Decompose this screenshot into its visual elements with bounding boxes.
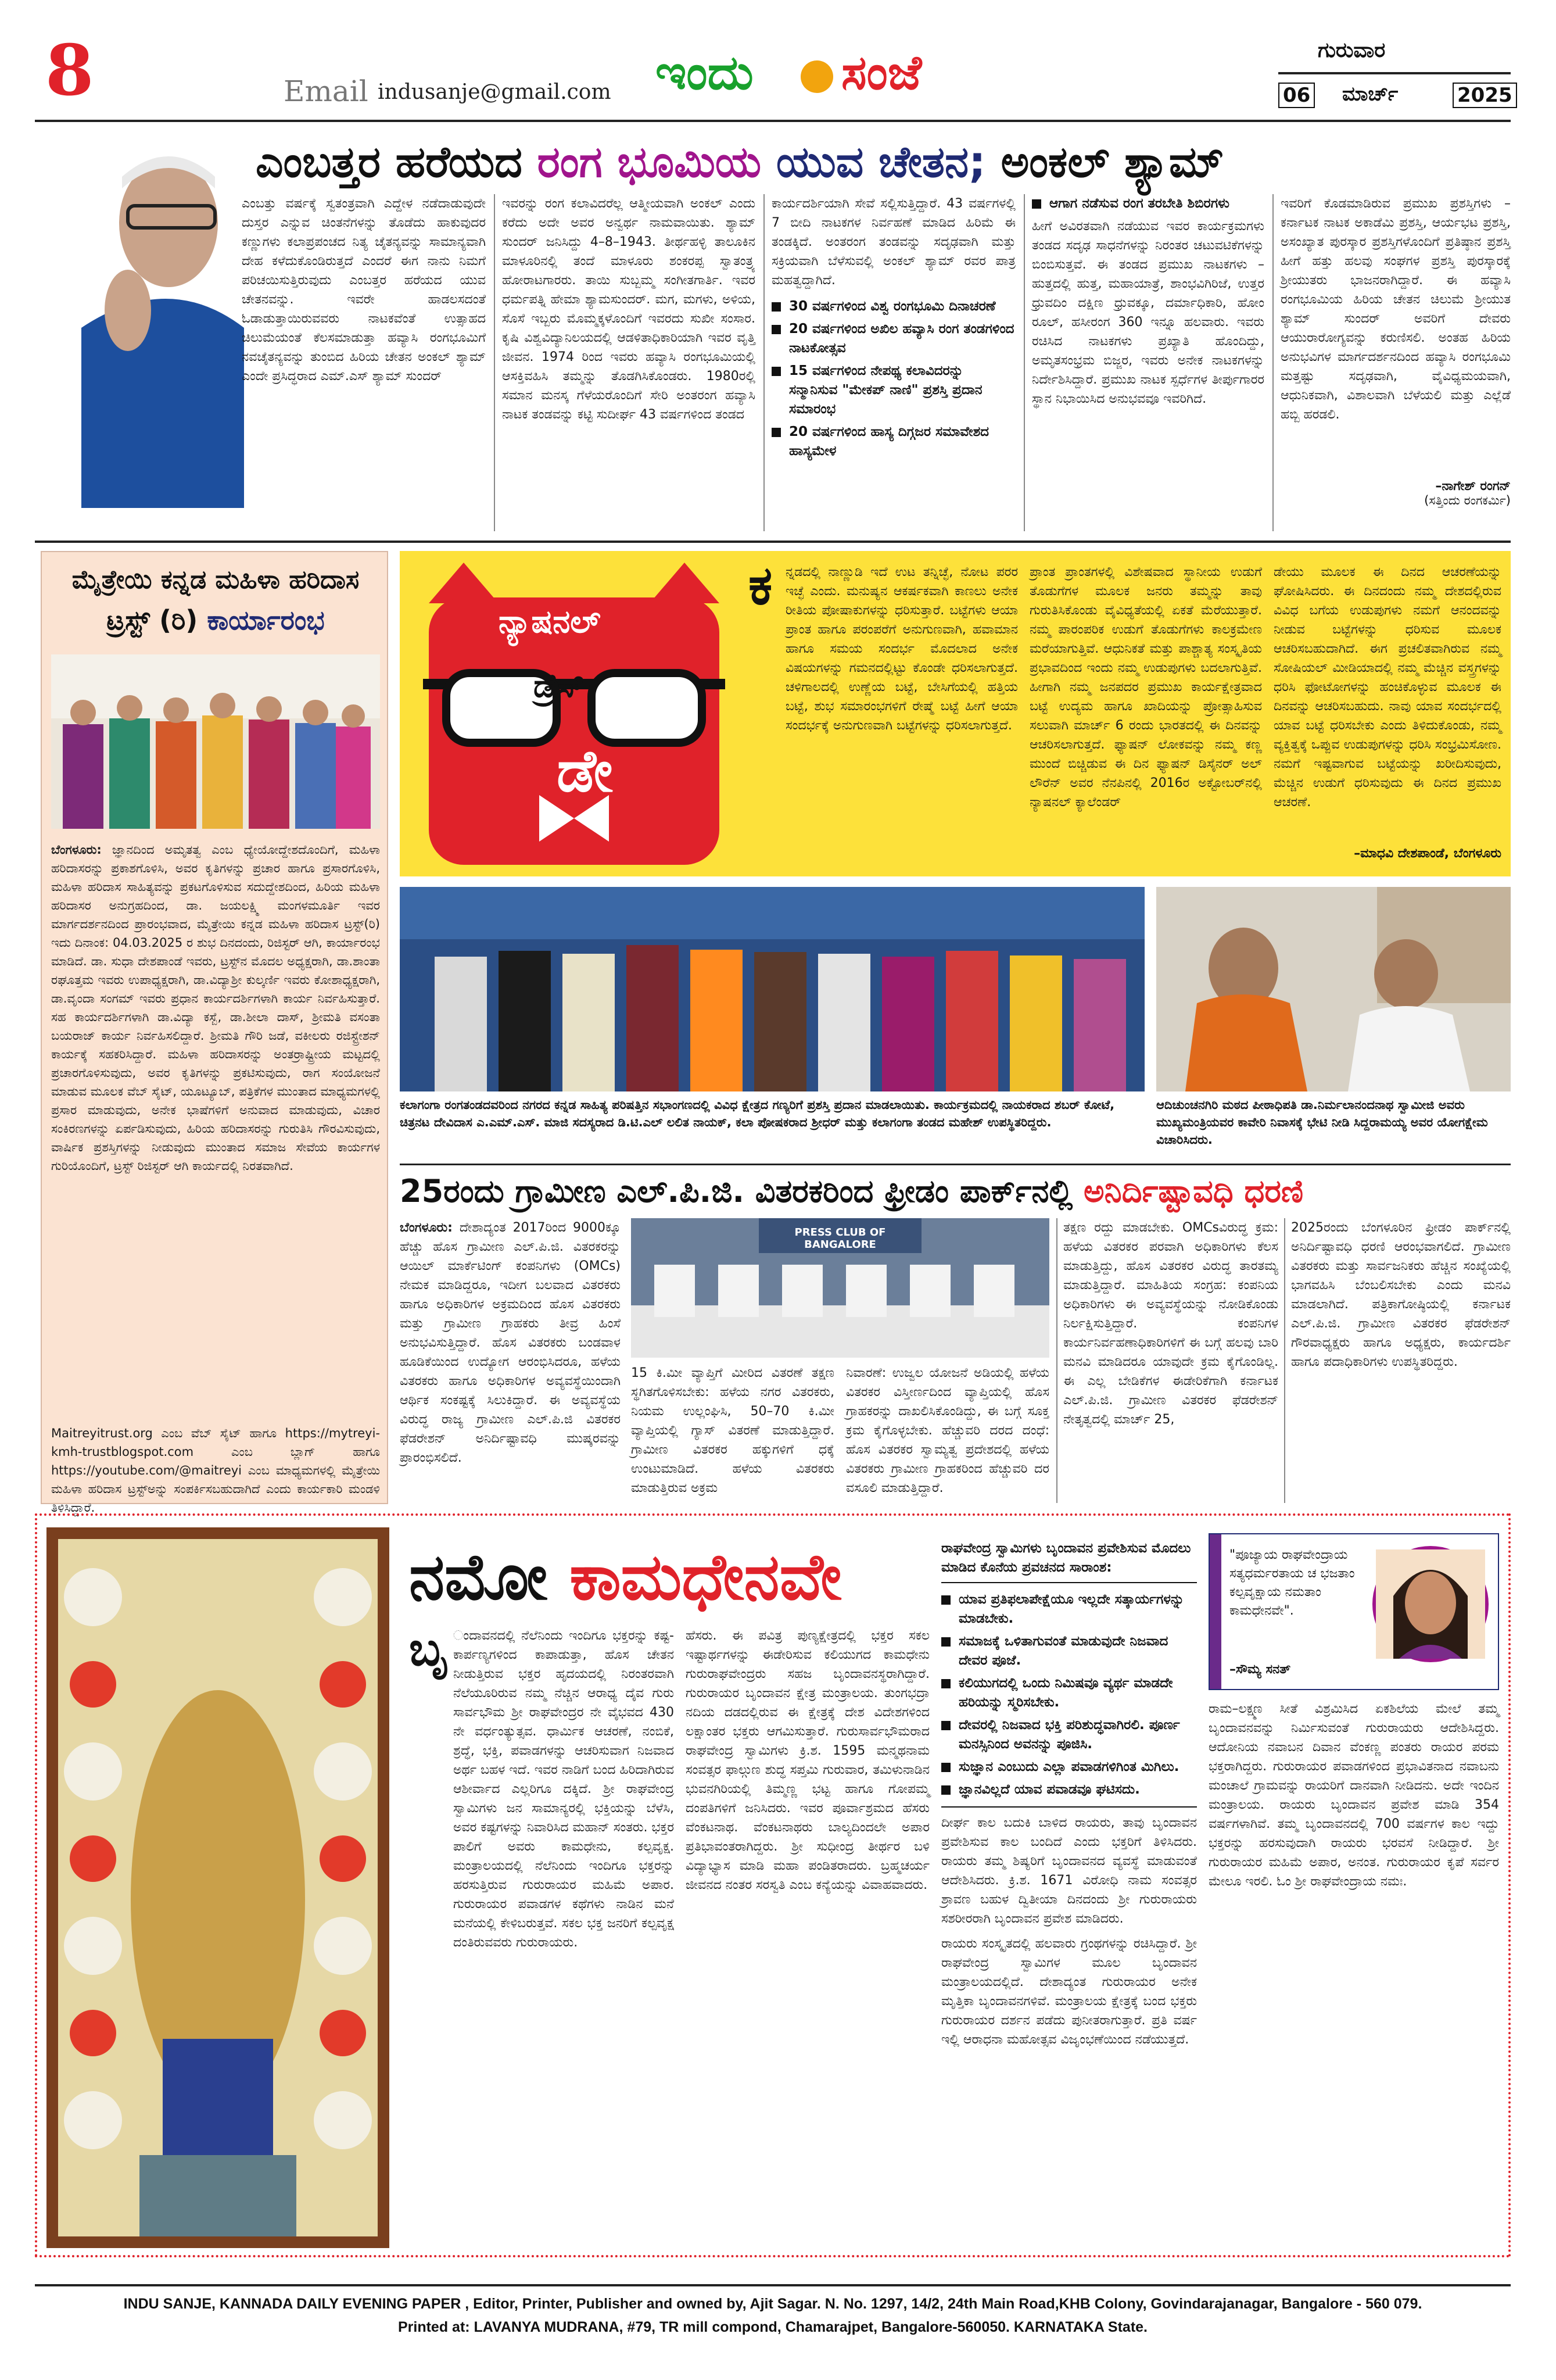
protest-dateline: ಬೆಂಗಳೂರು: [400,1221,453,1235]
namo-col-5: ರಾಮ–ಲಕ್ಷ್ಮಣ ಸೀತೆ ವಿಶ್ರಮಿಸಿದ ಏಕಶಿಲೆಯ ಮೇಲೆ ತಮ್ಮ ಬೃಂದಾವನವನ್ನು ನಿರ್ಮಿಸುವಂತೆ ಗುರುರಾಯರು ಆದೇಶಿಸಿದ್ದರು. ಆದೋನಿಯ ನವಾಬನ ದಿವಾನ ವೆಂಕಣ್ಣ ಪಂತರು ರಾಯರ ಪರಮ ಭಕ್ತರಾಗಿದ್ದರು. ಗುರುರಾಯರ ಪವಾಡಗಳಿಂದ ಪ್ರಭಾವಿತನಾದ ನವಾಬನು ಮಂಚಾಲೆ ಗ್ರಾಮವನ್ನು ರಾಯರಿಗೆ ದಾನವಾಗಿ ನೀಡಿದನು. ಅದೇ ಇಂದಿನ ಮಂತ್ರಾಲಯ. ರಾಯರು ಬೃಂದಾವನ ಪ್ರವೇಶ ಮಾಡಿ 354 ವರ್ಷಗಳಾಗಿವೆ. ತಮ್ಮ ಬೃಂದಾವನದಲ್ಲಿ 700 ವರ್ಷಗಳ ಕಾಲ ಇದ್ದು ಭಕ್ತರನ್ನು ಹರಸುವುದಾಗಿ ರಾಯರು ಭರವಸೆ ನೀಡಿದ್ದಾರೆ. ಶ್ರೀ ಗುರುರಾಯರ ಮಹಿಮೆ ಅಪಾರ, ಅನಂತ. ಗುರುರಾಯರ ಕೃಪೆ ಸರ್ವರ ಮೇಲೂ ಇರಲಿ. ಓಂ ಶ್ರೀ ರಾಘವೇಂದ್ರಾಯ ನಮಃ. [1209,1702,1499,1889]
maitreyi-photo [51,654,380,829]
lead-bullet-1: 30 ವರ್ಷಗಳಿಂದ ವಿಶ್ವ ರಂಗಭೂಮಿ ದಿನಾಚರಣೆ [772,297,1016,316]
award-photo-caption: ಕಲಾಗಂಗಾ ರಂಗತಂಡದವರಿಂದ ನಗರದ ಕನ್ನಡ ಸಾಹಿತ್ಯ ಪರಿಷತ್ತಿನ ಸಭಾಂಗಣದಲ್ಲಿ ವಿವಿಧ ಕ್ಷೇತ್ರದ ಗಣ್ಯರಿಗೆ ಪ್ರಶಸ್ತಿ ಪ್ರದಾನ ಮಾಡಲಾಯಿತು. ಕಾರ್ಯಕ್ರಮದಲ್ಲಿ ನಾಯಕರಾದ ಶಬರ್ ಕೋಟೆ, ಚಿತ್ರನಟ ದೇವಿದಾಸ ಎ.ಎಮ್.ಎಸ್. ಮಾಜಿ ಸದಸ್ಯರಾದ ಡಿ.ಟಿ.ಎಲ್ ಲಲಿತ ನಾಯಕ್, ಕಲಾ ಪೋಷಕರಾದ ಶ್ರೀಧರ್ ಮತ್ತು ಕಲಾಗಂಗಾ ತಂಡದ ಮಹೇಶ್ ಉಪಸ್ಥಿತರಿದ್ದರು. [400,1098,1115,1129]
section-rule-1 [35,541,1511,543]
protest-headline-2: ಅನಿರ್ದಿಷ್ಟಾವಧಿ ಧರಣಿ [1084,1173,1304,1209]
date-divider [1278,72,1511,74]
maitreyi-dateline: ಬೆಂಗಳೂರು: [51,843,102,857]
logo-left: ಇಂದು [655,45,754,101]
section-rule-2 [400,1164,1511,1165]
dress-day-title-2: ಡ್ರೆಸ್ [533,667,585,705]
protest-col-1 [400,1218,621,1503]
lead-col-5-text: ಇವರಿಗೆ ಕೊಡಮಾಡಿರುವ ಪ್ರಮುಖ ಪ್ರಶಸ್ತಿಗಳು – ಕರ್ನಾಟಕ ನಾಟಕ ಅಕಾಡೆಮಿ ಪ್ರಶಸ್ತಿ, ಆರ್ಯಭಟ ಪ್ರಶಸ್ತಿ, ಅಸಂಖ್ಯಾತ ಪುರಸ್ಕಾರ ಪ್ರಶಸ್ತಿಗಳೊಂದಿಗೆ ಪ್ರತಿಷ್ಠಾನ ಪ್ರಶಸ್ತಿ ಹೀಗೆ ಹತ್ತು ಹಲವು ಸಂಘಗಳ ಪ್ರಶಸ್ತಿ ಪುರಸ್ಕಾರಕ್ಕೆ ಶ್ರೀಯುತರು ಭಾಜನರಾಗಿದ್ದಾರೆ. ಈ ಹವ್ಯಾಸಿ ರಂಗಭೂಮಿಯ ಹಿರಿಯ ಚೇತನ ಚಿಲುಮೆ ಶ್ರೀಯುತ ಶ್ಯಾಮ್ ಸುಂದರ್ ಅವರಿಗೆ ದೇವರು ಆಯುರಾರೋಗ್ಯವನ್ನು ಕರುಣಿಸಲಿ. ಅಂತಹ ಹಿರಿಯ ಅನುಭವಿಗಳ ಮಾರ್ಗದರ್ಶನದಿಂದ ಹವ್ಯಾಸಿ ರಂಗಭೂಮಿ ಮತ್ತಷ್ಟು ಸದೃಢವಾಗಿ, ವೈವಿಧ್ಯಮಯವಾಗಿ, ಆಧುನಿಕವಾಗಿ, ವಿಶಾಲವಾಗಿ ಬೆಳೆಯಲಿ ಮತ್ತು ಎಲ್ಲೆಡೆ ಹಬ್ಬಿ ಹರಡಲಿ. [1281,196,1511,422]
sun-icon [801,60,833,93]
rayaru-brindavana-image [46,1527,389,2248]
dress-day-graphic [411,563,737,865]
lead-col-1: ಎಂಬತ್ತು ವರ್ಷಕ್ಕೆ ಸ್ವತಂತ್ರವಾಗಿ ಎದ್ದೇಳ ನಡೆದಾಡುವುದೇ ದುಸ್ತರ ಎನ್ನುವ ಚಿಂತನೆಗಳನ್ನು ತೊಡೆದು ಹಾಕುವುದರ ಕಣ್ಣುಗಳು ಕಲಾಪ್ರಪಂಚದ ನಿತ್ಯ ಚೈತನ್ಯವನ್ನು ಸಾಮಾನ್ಯವಾಗಿ ದೇಹ ಕಳೆದುಕೊಂಡಿರುತ್ತದೆ ಎಂದರೆ ಈಗ ನಾನು ನಿಮಗೆ ಪರಿಚಯಿಸುತ್ತಿರುವುದು ಎಂಬತ್ತರ ಹರೆಯದ ಯುವ ಚೇತನವನ್ನು. ಇವರೇ ಹಾಡಲಸದಂತೆ ಓಡಾಡುತ್ತಾಯಿರುವವರು ನಾಟಕವೆಂತೆ ಉತ್ಸಾಹದ ಚಿಲುಮೆಯಂತೆ ಕೆಲಸಮಾಡುತ್ತಾ ಹವ್ಯಾಸಿ ರಂಗಭೂಮಿಗೆ ನವಚೈತನ್ಯವನ್ನು ತುಂಬಿದ ಹಿರಿಯ ಚೇತನ ಅಂಕಲ್ ಶ್ಯಾಮ್ ಎಂದೇ ಪ್ರಸಿದ್ಧರಾದ ಎಮ್.ಎಸ್ ಶ್ಯಾಮ್ ಸುಂದರ್ [242,196,486,384]
swamiji-photo-caption: ಆದಿಚುಂಚನಗಿರಿ ಮಠದ ಪೀಠಾಧಿಪತಿ ಡಾ.ನಿರ್ಮಲಾನಂದನಾಥ ಸ್ವಾಮೀಜಿ ಅವರು ಮುಖ್ಯಮಂತ್ರಿಯವರ ಕಾವೇರಿ ನಿವಾಸಕ್ಕೆ ಭೇಟಿ ನೀಡಿ ಸಿದ್ದರಾಮಯ್ಯ ಅವರ ಯೋಗಕ್ಷೇಮ ವಿಚಾರಿಸಿದರು. [1156,1098,1488,1147]
headline-part-2: ರಂಗ ಭೂಮಿಯ [537,137,776,187]
namo-col-1: ಂದಾವನದಲ್ಲಿ ನೆಲೆನಿಂದು ಇಂದಿಗೂ ಭಕ್ತರನ್ನು ಕಷ್ಟ-ಕಾರ್ಪಣ್ಯಗಳಿಂದ ಕಾಪಾಡುತ್ತಾ, ಹೊಸ ಚೇತನ ನೀಡುತ್ತಿರುವ ಭಕ್ತರ ಹೃದಯದಲ್ಲಿ ನಿರಂತರವಾಗಿ ನೆಲೆಯೂರಿರುವ ನಮ್ಮ ನೆಚ್ಚಿನ ಆರಾಧ್ಯ ದೈವ ಗುರು ಸಾರ್ವಭೌಮ ಶ್ರೀ ರಾಘವೇಂದ್ರರ ನೇ ವೈಭವದ 430 ನೇ ವರ್ಧಂತ್ಯುತ್ಸವ. ಧಾರ್ಮಿಕ ಆಚರಣೆ, ನಂಬಿಕೆ, ಶ್ರದ್ಧೆ, ಭಕ್ತಿ, ಪವಾಡಗಳನ್ನು ಆಚರಿಸುವಾಗ ನಿಜವಾದ ಅರ್ಥ ಬಹಳ ಇದೆ. ಇವರ ನಾಡಿಗೆ ಬಂದ ಹಿರಿದಾಗಿರುವ ಆಶೀರ್ವಾದ ಎಲ್ಲರಿಗೂ ದಕ್ಕಿದೆ. ಶ್ರೀ ರಾಘವೇಂದ್ರ ಸ್ವಾಮಿಗಳು ಜನ ಸಾಮಾನ್ಯರಲ್ಲಿ ಭಕ್ತಿಯನ್ನು ಬೆಳೆಸಿ, ಅವರ ಕಷ್ಟಗಳನ್ನು ನಿವಾರಿಸಿದ ಮಹಾನ್ ಸಂತರು. ಭಕ್ತರ ಪಾಲಿಗೆ ಅವರು ಕಾಮಧೇನು, ಕಲ್ಪವೃಕ್ಷ. ಮಂತ್ರಾಲಯದಲ್ಲಿ ನೆಲೆನಿಂದು ಇಂದಿಗೂ ಭಕ್ತರನ್ನು ಹರಸುತ್ತಿರುವ ಗುರುರಾಯರ ಮಹಿಮೆ ಅಪಾರ. ಗುರುರಾಯರ ಪವಾಡಗಳ ಕಥೆಗಳು ನಾಡಿನ ಮನೆ ಮನೆಯಲ್ಲಿ ಕೇಳಿಬರುತ್ತವೆ. ಸಕಲ ಭಕ್ತ ಜನರಿಗೆ ಕಲ್ಪವೃಕ್ಷ ದಂತಿರುವವರು ಗುರುರಾಯರು. [453,1629,674,1950]
footer [35,2292,1511,2356]
lead-bullet-5: ಆಗಾಗ ನಡೆಸುವ ರಂಗ ತರಬೇತಿ ಶಿಬಿರಗಳು [1032,194,1264,213]
lead-divider-1 [494,194,495,531]
lead-col-2: ಇವರನ್ನು ರಂಗ ಕಲಾವಿದರೆಲ್ಲ ಆತ್ಮೀಯವಾಗಿ ಅಂಕಲ್ ಎಂದು ಕರೆದು ಅದೇ ಅವರ ಅನ್ವರ್ಥ ನಾಮವಾಯಿತು. ಶ್ಯಾಮ್ ಸುಂದರ್ ಜನಿಸಿದ್ದು 4–8–1943. ತೀರ್ಥಹಳ್ಳಿ ತಾಲೂಕಿನ ಮಾಳೂರಿನಲ್ಲಿ ತಂದೆ ಮಾಳೂರು ಶಂಕರಪ್ಪ ಸ್ವಾತಂತ್ರ್ಯ ಹೋರಾಟಗಾರರು. ತಾಯಿ ಸುಬ್ಬಮ್ಮ ಸಂಗೀತಗಾರ್ತಿ. ಇವರ ಧರ್ಮಪತ್ನಿ ಹೇಮಾ ಶ್ಯಾಮಸುಂದರ್. ಮಗ, ಮಗಳು, ಅಳಿಯ, ಸೊಸೆ ಇಬ್ಬರು ಮೊಮ್ಮಕ್ಕಳೊಂದಿಗೆ ಇವರದು ಸುಖೀ ಸಂಸಾರ. ಕೃಷಿ ವಿಶ್ವವಿದ್ಯಾನಿಲಯದಲ್ಲಿ ಆಡಳಿತಾಧಿಕಾರಿಯಾಗಿ ಇವರ ವೃತ್ತಿ ಜೀವನ. 1974 ರಿಂದ ಇವರು ಹವ್ಯಾಸಿ ರಂಗಭೂಮಿಯಲ್ಲಿ ಆಸಕ್ತಿವಹಿಸಿ ತಮ್ಮನ್ನು ತೊಡಗಿಸಿಕೊಂಡರು. 1980ರಲ್ಲಿ ಸಮಾನ ಮನಸ್ಕ ಗೆಳೆಯರೊಂದಿಗೆ ಸೇರಿ ಅಂತರಂಗ ಹವ್ಯಾಸಿ ನಾಟಕ ತಂಡವನ್ನು ಕಟ್ಟಿ ಸುದೀರ್ಘ 43 ವರ್ಷಗಳಿಂದ ತಂಡದ [502,196,755,422]
namo-teachings [941,1582,1197,1808]
lead-divider-2 [763,194,765,531]
lead-byline-role: (ಸತ್ತಿಂದು ರಂಗಕರ್ಮಿ) [1424,493,1511,507]
lead-col-3 [772,194,1016,531]
namo-quote-text: "ಪೂಜ್ಯಾಯ ರಾಘವೇಂದ್ರಾಯ ಸತ್ಯಧರ್ಮರತಾಯ ಚ ಭಜತಾಂ ಕಲ್ಪವೃಕ್ಷಾಯ ನಮತಾಂ ಕಾಮಧೇನವೇ". [1229,1548,1355,1618]
namo-quote-heading: ರಾಘವೇಂದ್ರ ಸ್ವಾಮಿಗಳು ಬೃಂದಾವನ ಪ್ರವೇಶಿಸುವ ಮೊದಲು ಮಾಡಿದ ಕೊನೆಯ ಪ್ರವಚನದ ಸಾರಾಂಶ: [941,1541,1191,1575]
dress-day-drop-cap: ಕ [748,554,773,617]
namo-headline-a: ನಮೋ [409,1540,570,1614]
maitreyi-body-text: ಜ್ಞಾನದಿಂದ ಅಮೃತತ್ವ ಎಂಬ ಧ್ಯೇಯೋದ್ದೇಶದೊಂದಿಗೆ, ಮಹಿಳಾ ಹರಿದಾಸರನ್ನು ಪ್ರಕಾಶಗೊಳಿಸಿ, ಅವರ ಕೃತಿಗಳನ್ನು ಪ್ರಚಾರ ಹಾಗೂ ಪ್ರಸಾರಗೊಳಿಸಿ, ಮಹಿಳಾ ಹರಿದಾಸ ಸಾಹಿತ್ಯವನ್ನು ಪ್ರಕಟಗೊಳಿಸುವ ಸದುದ್ದೇಶದಿಂದ, ಹಿರಿಯ ಮಹಿಳಾ ಹರಿದಾಸರ ಅನುಗ್ರಹದಿಂದ, ಡಾ. ಜಯಲಕ್ಷ್ಮಿ ಮಂಗಳಮೂರ್ತಿ ಇವರ ಮಾರ್ಗದರ್ಶನದಿಂದ ಪ್ರಾರಂಭವಾದ, ಮೈತ್ರೇಯಿ ಕನ್ನಡ ಮಹಿಳಾ ಹರಿದಾಸ ಟ್ರಸ್ಟ್(ರಿ) ಇದು ದಿನಾಂಕ: 04.03.2025 ರ ಶುಭ ದಿನದಂದು, ರಿಜಿಸ್ಟರ್ ಆಗಿ, ಕಾರ್ಯಾರಂಭ ಮಾಡಿದೆ. ಡಾ. ಸುಧಾ ದೇಶಪಾಂಡೆ ಇವರು, ಟ್ರಸ್ಟ್‌ನ ಮೊದಲ ಅಧ್ಯಕ್ಷರಾಗಿ, ಡಾ.ಶಾಂತಾ ರಘೂತ್ತಮ ಇವರು ಉಪಾಧ್ಯಕ್ಷರಾಗಿ, ಡಾ.ವಿದ್ಯಾಶ್ರೀ ಕುಲ್ಕರ್ಣಿ ಇವರು ಕೋಶಾಧ್ಯಕ್ಷರಾಗಿ, ಡಾ.ವೃಂದಾ ಸಂಗಮ್ ಇವರು ಪ್ರಧಾನ ಕಾರ್ಯದರ್ಶಿಗಳಾಗಿ ಕಾರ್ಯ ನಿರ್ವಹಿಸುತ್ತಾರೆ. ಸಹ ಕಾರ್ಯದರ್ಶಿಗಳಾಗಿ ಡಾ.ವಿದ್ಯಾ ಕಸ್ಬೆ, ಡಾ.ಶೀಲಾ ದಾಸ್, ಶ್ರೀಮತಿ ವಸಂತಾ ಬಯರಾಜ್ ಕಾರ್ಯ ನಿರ್ವಹಿಸಲಿದ್ದಾರೆ. ಶ್ರೀಮತಿ ಗೌರಿ ಜಡೆ, ವಕೀಲರು ರಜಿಸ್ಟ್ರೇಶನ್ ಕಾರ್ಯಕ್ಕೆ ಸಹಕರಿಸಿದ್ದಾರೆ. ಮಹಿಳಾ ಹರಿದಾಸರನ್ನು ಅಂತರ್ರಾಷ್ಟ್ರೀಯ ಮಟ್ಟದಲ್ಲಿ ಪ್ರಚಾರಗೊಳಿಸುವುದು, ಅವರ ಕೃತಿಗಳನ್ನು ಪ್ರಕಟಿಸುವುದು, ರಾಗ ಸಂಯೋಜನೆ ಮಾಡುವ ಮೂಲಕ ವೆಬ್ ಸೈಟ್, ಯೂಟ್ಯೂಬ್, ಪತ್ರಿಕೆಗಳ ಮುಂತಾದ ಮಾಧ್ಯಮಗಳಲ್ಲಿ ಪ್ರಸಾರ ಮಾಡುವುದು, ಅನೇಕ ಭಾಷೆಗಳಿಗೆ ಅನುವಾದ ಮಾಡುವುದು, ವಿಚಾರ ಸಂಕಿರಣಗಳನ್ನು ಏರ್ಪಡಿಸುವುದು, ಹಿರಿಯ ಹರಿದಾಸರನ್ನು ಗುರುತಿಸಿ ಗೌರವಿಸುವುದು, ವಾರ್ಷಿಕ ಪ್ರಶಸ್ತಿಗಳನ್ನು ನೀಡುವುದು ಮುಂತಾದ ಸಮಾಜ ಸೇವೆಯ ಕಾರ್ಯಗಳ ಗುರಿಯೊಂದಿಗೆ, ಟ್ರಸ್ಟ್ ರಿಜಿಸ್ಟರ್ ಆಗಿ ಕಾರ್ಯದಲ್ಲಿ ನಿರತವಾಗಿದೆ. [51,843,380,1173]
dress-col-3-text: ಡೇಯು ಮೂಲಕ ಈ ದಿನದ ಆಚರಣೆಯನ್ನು ಘೋಷಿಸಿದರು. ಈ ದಿನದಂದು ನಮ್ಮ ದೇಶದಲ್ಲಿರುವ ವಿವಿಧ ಬಗೆಯ ಉಡುಪುಗಳು ನಮಗೆ ಆನಂದವನ್ನು ನೀಡುವ ಬಟ್ಟೆಗಳನ್ನು ಧರಿಸುವ ಮೂಲಕ ಆಚರಿಸಬಹುದಾಗಿದೆ. ಈಗ ಪ್ರಚಲಿತವಾಗಿರುವ ನಮ್ಮ ಸೋಷಿಯಲ್ ಮೀಡಿಯಾದಲ್ಲಿ ನಮ್ಮ ಮೆಚ್ಚಿನ ವಸ್ತ್ರಗಳನ್ನು ಧರಿಸಿ ಫೋಟೋಗಳನ್ನು ಹಂಚಿಕೊಳ್ಳುವ ಮೂಲಕ ಈ ದಿನವನ್ನು ಆಚರಿಸಬಹುದು. ನಾವು ಯಾವ ಸಂದರ್ಭದಲ್ಲಿ ಯಾವ ಬಟ್ಟೆ ಧರಿಸಬೇಕು ಎಂದು ತಿಳಿದುಕೊಂಡು, ನಮ್ಮ ವ್ಯಕ್ತಿತ್ವಕ್ಕೆ ಒಪ್ಪುವ ಉಡುಪುಗಳನ್ನು ಧರಿಸಿ ಸಂಭ್ರಮಿಸೋಣ. ನಮಗೆ ಇಷ್ಟವಾಗುವ ಬಟ್ಟೆಯನ್ನು ಖರೀದಿಸುವುದು, ಮೆಚ್ಚಿನ ಉಡುಗೆ ಧರಿಸುವುದು ಈ ದಿನದ ಪ್ರಮುಖ ಆಚರಣೆ. [1274,565,1501,810]
dress-col-1: ನ್ನಡದಲ್ಲಿ ನಾಣ್ಣುಡಿ ಇದೆ ಉಟ ತನ್ನಿಚ್ಛೆ, ನೋಟ ಪರರ ಇಚ್ಛೆ ಎಂದು. ಮನುಷ್ಯನ ಆಕರ್ಷಕವಾಗಿ ಕಾಣಲು ಅನೇಕ ರೀತಿಯ ಪೋಷಾಕುಗಳನ್ನು ಧರಿಸುತ್ತಾರೆ. ಬಟ್ಟೆಗಳು ಆಯಾ ಪ್ರಾಂತ ಹಾಗೂ ಪರಂಪರೆಗೆ ಅನುಗುಣವಾಗಿ, ಹವಾಮಾನ ಹಾಗೂ ಸಮಯ ಸಂದರ್ಭ ಮೊದಲಾದ ಅನೇಕ ವಿಷಯಗಳನ್ನು ಗಮನದಲ್ಲಿಟ್ಟು ಕೊಂಡೇ ಧರಿಸಲಾಗುತ್ತದೆ. ಚಳಿಗಾಲದಲ್ಲಿ ಉಣ್ಣೆಯ ಬಟ್ಟೆ, ಬೇಸಿಗೆಯಲ್ಲಿ ಹತ್ತಿಯ ಬಟ್ಟೆ, ಶುಭ ಸಮಾರಂಭಗಳಿಗೆ ರೇಷ್ಮೆ ಬಟ್ಟೆ ಹೀಗೆ ಆಯಾ ಸಂದರ್ಭಕ್ಕೆ ಅನುಗುಣವಾಗಿ ಬಟ್ಟೆಗಳನ್ನು ಧರಿಸಲಾಗುತ್ತದೆ. [786,565,1018,733]
dress-day-title-3: ಡೇ [557,737,613,805]
namo-teaching-4: ದೇವರಲ್ಲಿ ನಿಜವಾದ ಭಕ್ತಿ ಪರಿಶುದ್ಧವಾಗಿರಲಿ. ಪೂರ್ಣ ಮನಸ್ಸಿನಿಂದ ಅವನನ್ನು ಪೂಜಿಸಿ. [941,1716,1197,1754]
protest-headline-1: 25ರಂದು ಗ್ರಾಮೀಣ ಎಲ್.ಪಿ.ಜಿ. ವಿತರಕರಿಂದ ಫ್ರೀಡಂ ಪಾರ್ಕ್‌ನಲ್ಲಿ [400,1173,1084,1209]
maitreyi-headline-2b: ಕಾರ್ಯಾರಂಭ [207,604,325,636]
dress-byline: –ಮಾಧವಿ ದೇಶಪಾಂಡೆ, ಬೆಂಗಳೂರು [1354,846,1501,861]
lead-story [35,124,1511,539]
namo-headline [409,1539,990,1615]
author-avatar-image [1376,1549,1485,1659]
lead-divider-3 [1024,194,1025,531]
protest-divider-1 [1056,1218,1057,1503]
lead-col-3-text: ಕಾರ್ಯದರ್ಶಿಯಾಗಿ ಸೇವೆ ಸಲ್ಲಿಸುತ್ತಿದ್ದಾರೆ. 43 ವರ್ಷಗಳಲ್ಲಿ 7 ಬೀದಿ ನಾಟಕಗಳ ನಿರ್ವಹಣೆ ಮಾಡಿದ ಹಿರಿಮೆ ಈ ತಂಡಕ್ಕಿದೆ. ಅಂತರಂಗ ತಂಡವನ್ನು ಸದೃಢವಾಗಿ ಮತ್ತು ಸಕ್ರಿಯವಾಗಿ ಬೆಳೆಸುವಲ್ಲಿ ಅಂಕಲ್ ಶ್ಯಾಮ್ ರವರ ಪಾತ್ರ ಮಹತ್ವದ್ದಾಗಿದೆ. [772,196,1016,288]
lead-headline [256,136,1511,188]
maitreyi-headline-2 [50,604,381,637]
logo [655,45,981,109]
headline-part-4: ಅಂಕಲ್ ಶ್ಯಾಮ್ [1001,137,1224,187]
namo-drop-cap: ಬೃ [409,1622,449,1676]
protest-col-5: 2025ರಂದು ಬೆಂಗಳೂರಿನ ಫ್ರೀಡಂ ಪಾರ್ಕ್‌ನಲ್ಲಿ ಅನಿರ್ದಿಷ್ಟಾವಧಿ ಧರಣಿ ಆರಂಭವಾಗಲಿದೆ. ಗ್ರಾಮೀಣ ವಿತರಕರು ಮತ್ತು ಸಾರ್ವಜನಿಕರು ಹೆಚ್ಚಿನ ಸಂಖ್ಯೆಯಲ್ಲಿ ಭಾಗವಹಿಸಿ ಬೆಂಬಲಿಸಬೇಕು ಎಂದು ಮನವಿ ಮಾಡಲಾಗಿದೆ. ಪತ್ರಿಕಾಗೋಷ್ಠಿಯಲ್ಲಿ ಕರ್ನಾಟಕ ಎಲ್.ಪಿ.ಜಿ. ಗ್ರಾಮೀಣ ವಿತರಕರ ಫೆಡರೇಶನ್ ಗೌರವಾಧ್ಯಕ್ಷರು ಹಾಗೂ ಅಧ್ಯಕ್ಷರು, ಕಾರ್ಯದರ್ಶಿ ಹಾಗೂ ಪದಾಧಿಕಾರಿಗಳು ಉಪಸ್ಥಿತರಿದ್ದರು. [1291,1221,1511,1369]
masthead-rule [35,120,1511,122]
maitreyi-sites: Maitreyitrust.org ಎಂಬ ವೆಬ್ ಸೈಟ್ ಹಾಗೂ https://mytreyi-kmh-trustblogspot.com ಎಂಬ ಬ್ಲಾಗ್ ಹಾಗೂ https://youtube.com/@maitreyi ಎಂಬ ಮಾಧ್ಯಮಗಳಲ್ಲಿ ಮೈತ್ರೇಯಿ ಮಹಿಳಾ ಹರಿದಾಸ ಟ್ರಸ್ಟ್‌ಅನ್ನು ಸಂಪರ್ಕಿಸಬಹುದಾಗಿದೆ ಎಂದು ಕಾರ್ಯಕಾರಿ ಮಂಡಳಿ ತಿಳಿಸಿದ್ದಾರೆ. [51,1426,380,1515]
author-avatar [1372,1546,1489,1662]
lead-col-3-bullets [772,297,1016,461]
headline-part-1: ಎಂಬತ್ತರ ಹರೆಯದ [256,137,537,187]
namo-col-3-text: ದೀರ್ಘ ಕಾಲ ಬದುಕಿ ಬಾಳಿದ ರಾಯರು, ತಾವು ಬೃಂದಾವನ ಪ್ರವೇಶಿಸುವ ಕಾಲ ಬಂದಿದೆ ಎಂದು ಭಕ್ತರಿಗೆ ತಿಳಿಸಿದರು. ರಾಯರು ತಮ್ಮ ಶಿಷ್ಯರಿಗೆ ಬೃಂದಾವನದ ವ್ಯವಸ್ಥೆ ಮಾಡುವಂತೆ ಆದೇಶಿಸಿದರು. ಕ್ರಿ.ಶ. 1671 ವಿರೋಧಿ ನಾಮ ಸಂವತ್ಸರ ಶ್ರಾವಣ ಬಹುಳ ದ್ವಿತೀಯಾ ದಿನದಂದು ಶ್ರೀ ಗುರುರಾಯರು ಸಶರೀರರಾಗಿ ಬೃಂದಾವನ ಪ್ರವೇಶ ಮಾಡಿದರು. [941,1816,1197,1926]
dress-day-box [400,551,1511,876]
maitreyi-headline-2a: ಟ್ರಸ್ಟ್ (ರಿ) [106,604,207,636]
email-label: Email [284,74,368,108]
logo-right: ಸಂಜೆ [841,45,922,101]
namo-teaching-1: ಯಾವ ಪ್ರತಿಫಲಾಪೇಕ್ಷೆಯೂ ಇಲ್ಲದೇ ಸತ್ಕಾರ್ಯಗಳನ್ನು ಮಾಡಬೇಕು. [941,1590,1197,1629]
masthead [0,0,1556,128]
maitreyi-headline-1: ಮೈತ್ರೇಯಿ ಕನ್ನಡ ಮಹಿಳಾ ಹರಿದಾಸ [71,565,360,595]
lead-bullet-3: 15 ವರ್ಷಗಳಿಂದ ನೇಪಥ್ಯ ಕಲಾವಿದರನ್ನು ಸನ್ಮಾನಿಸುವ "ಮೇಕಪ್ ನಾಣಿ" ಪ್ರಶಸ್ತಿ ಪ್ರದಾನ ಸಮಾರಂಭ [772,362,1016,419]
page-number: 8 [45,30,94,112]
award-photo [400,887,1145,1091]
protest-col-3: ನಿವಾರಣೆ: ಉಜ್ವಲ ಯೋಜನೆ ಅಡಿಯಲ್ಲಿ ಹಳೆಯ ವಿತರಕರ ವಿಸ್ತೀರ್ಣದಿಂದ ವ್ಯಾಪ್ತಿಯಲ್ಲಿ ಹೊಸ ಗ್ರಾಹಕರನ್ನು ದಾಖಲಿಸಿಕೊಂಡಿದ್ದು, ಈ ಬಗ್ಗೆ ಸೂಕ್ತ ಕ್ರಮ ಕೈಗೊಳ್ಳಬೇಕು. ಹೆಚ್ಚುವರಿ ದರದ ದಂಧೆ: ಹೊಸ ವಿತರಕರ ಸ್ವಾಮ್ಯತ್ವ ಪ್ರದೇಶದಲ್ಲಿ ಹಳೆಯ ವಿತರಕರು ಗ್ರಾಮೀಣ ಗ್ರಾಹಕರಿಂದ ಹೆಚ್ಚುವರಿ ದರ ವಸೂಲಿ ಮಾಡುತ್ತಿದ್ದಾರೆ. [846,1366,1049,1495]
lead-byline: –ನಾಗೇಶ್ ರಂಗನ್ [1435,479,1511,493]
dress-col-3 [1274,563,1501,871]
date-line [1278,79,1511,112]
press-club-photo [631,1218,1049,1358]
footer-line-2: Printed at: LAVANYA MUDRANA, #79, TR mill compond, Chamarajpet, Bangalore-560050. KARNATAKA State. [397,2319,1148,2335]
protest-divider-2 [1284,1218,1285,1503]
namo-quote-author: –ಸೌಮ್ಯ ಸನತ್ [1229,1662,1291,1677]
namo-teaching-6: ಜ್ಞಾನವಿಲ್ಲದೆ ಯಾವ ಪವಾಡವೂ ಘಟಿಸದು. [941,1780,1197,1799]
group-photo-image [51,654,380,829]
lead-bullet-2: 20 ವರ್ಷಗಳಿಂದ ಅಖಿಲ ಹವ್ಯಾಸಿ ರಂಗ ತಂಡಗಳಿಂದ ನಾಟಕೋತ್ಸವ [772,320,1016,358]
date-year: 2025 [1453,83,1517,108]
maitreyi-body [51,840,380,1416]
protest-col-1-text: ದೇಶಾದ್ಯಂತ 2017ರಿಂದ 9000ಕ್ಕೂ ಹೆಚ್ಚು ಹೊಸ ಗ್ರಾಮೀಣ ಎಲ್.ಪಿ.ಜಿ. ವಿತರಕರನ್ನು ಆಯಿಲ್ ಮಾರ್ಕೆಟಿಂಗ್ ಕಂಪನಿಗಳು (OMCs) ನೇಮಕ ಮಾಡಿದ್ದರೂ, ಇದೀಗ ಬಲವಾದ ವಿತರಕರು ಹಾಗೂ ಅಧಿಕಾರಿಗಳ ಅಕ್ರಮದಿಂದ ಹೊಸ ವಿತರಕರು ಮತ್ತು ಗ್ರಾಮೀಣ ಗ್ರಾಹಕರು ತೀವ್ರ ಹಿಂಸೆ ಅನುಭವಿಸುತ್ತಿದ್ದಾರೆ. ಹೊಸ ವಿತರಕರು ಬಂಡವಾಳ ಹೂಡಿಕೆಯಿಂದ ಉದ್ಯೋಗ ಆರಂಭಿಸಿದರೂ, ಹಳೆಯ ವಿತರಕರು ಹಾಗೂ ಅಧಿಕಾರಿಗಳ ಅವ್ಯವಸ್ಥೆಯಿಂದಾಗಿ ಆರ್ಥಿಕ ಸಂಕಷ್ಟಕ್ಕೆ ಸಿಲುಕಿದ್ದಾರೆ. ಈ ಅವ್ಯವಸ್ಥೆಯ ವಿರುದ್ಧ ರಾಜ್ಯ ಗ್ರಾಮೀಣ ಎಲ್.ಪಿ.ಜಿ ವಿತರಕರ ಫೆಡರೇಶನ್ ಅನಿರ್ದಿಷ್ಟಾವಧಿ ಮುಷ್ಕರವನ್ನು ಪ್ರಾರಂಭಿಸಲಿದೆ. [400,1221,621,1465]
namo-col-4-text: ರಾಯರು ಸಂಸ್ಕೃತದಲ್ಲಿ ಹಲವಾರು ಗ್ರಂಥಗಳನ್ನು ರಚಿಸಿದ್ದಾರೆ. ಶ್ರೀ ರಾಘವೇಂದ್ರ ಸ್ವಾಮಿಗಳ ಮೂಲ ಬೃಂದಾವನ ಮಂತ್ರಾಲಯದಲ್ಲಿದೆ. ದೇಶಾದ್ಯಂತ ಗುರುರಾಯರ ಅನೇಕ ಮೃತ್ತಿಕಾ ಬೃಂದಾವನಗಳಿವೆ. ಮಂತ್ರಾಲಯ ಕ್ಷೇತ್ರಕ್ಕೆ ಬಂದ ಭಕ್ತರು ಗುರುರಾಯರ ದರ್ಶನ ಪಡೆದು ಪುನೀತರಾಗುತ್ತಾರೆ. ಪ್ರತಿ ವರ್ಷ ಇಲ್ಲಿ ಆರಾಧನಾ ಮಹೋತ್ಸವ ವಿಜೃಂಭಣೆಯಿಂದ ನಡೆಯುತ್ತದೆ. [941,1937,1197,2047]
press-club-banner: PRESS CLUB OF BANGALORE [794,1226,886,1251]
namo-quote-box [1209,1533,1499,1690]
namo-quote-accent [1210,1534,1221,1689]
date-month: ಮಾರ್ಚ್ [1342,83,1399,106]
protest-col-4: ತಕ್ಷಣ ರದ್ದು ಮಾಡಬೇಕು. OMCsವಿರುದ್ಧ ಕ್ರಮ: ಹಳೆಯ ವಿತರಕರ ಪರವಾಗಿ ಅಧಿಕಾರಿಗಳು ಕೆಲಸ ಮಾಡುತ್ತಿದ್ದು, ಹೊಸ ವಿತರಕರ ವಿರುದ್ಧ ತಾರತಮ್ಯ ಮಾಡುತ್ತಿದ್ದಾರೆ. ಮಾಹಿತಿಯ ಸಂಗ್ರಹ: ಕಂಪನಿಯ ಅಧಿಕಾರಿಗಳು ಈ ಅವ್ಯವಸ್ಥೆಯನ್ನು ನೋಡಿಕೊಂಡು ನಿರ್ಲಕ್ಷಿಸುತ್ತಿದ್ದಾರೆ. ಕಂಪನಿಗಳ ಕಾರ್ಯನಿರ್ವಹಣಾಧಿಕಾರಿಗಳಿಗೆ ಈ ಬಗ್ಗೆ ಹಲವು ಬಾರಿ ಮನವಿ ಮಾಡಿದರೂ ಯಾವುದೇ ಕ್ರಮ ಕೈಗೊಂಡಿಲ್ಲ. ಈ ಎಲ್ಲ ಬೇಡಿಕೆಗಳ ಈಡೇರಿಕೆಗಾಗಿ ಕರ್ನಾಟಕ ಎಲ್.ಪಿ.ಜಿ. ಗ್ರಾಮೀಣ ವಿತರಕರ ಫೆಡರೇಶನ್ ನೇತೃತ್ವದಲ್ಲಿ ಮಾರ್ಚ್ 25, [1063,1221,1278,1427]
lead-bullet-4: 20 ವರ್ಷಗಳಿಂದ ಹಾಸ್ಯ ದಿಗ್ಗಜರ ಸಮಾವೇಶದ ಹಾಸ್ಯಮೇಳ [772,423,1016,461]
footer-rule [35,2284,1511,2286]
namo-headline-b: ಕಾಮಧೇನವೇ [569,1540,842,1614]
date-day: 06 [1278,83,1315,108]
dress-col-2: ಪ್ರಾಂತ ಪ್ರಾಂತಗಳಲ್ಲಿ ವಿಶೇಷವಾದ ಸ್ಥಾನೀಯ ಉಡುಗೆ ತೊಡುಗೆಗಳ ಮೂಲಕ ಜನರು ತಮ್ಮನ್ನು ತಾವು ಗುರುತಿಸಿಕೊಂಡು ವೈವಿಧ್ಯತೆಯಲ್ಲಿ ಏಕತೆ ಮೆರೆಯುತ್ತಾರೆ. ನಮ್ಮ ಪಾರಂಪರಿಕ ಉಡುಗೆ ತೊಡುಗೆಗಳು ಕಾಲಕ್ರಮೇಣ ಮರೆಯಾಗುತ್ತಿವೆ. ಆಧುನಿಕತೆ ಮತ್ತು ಪಾಶ್ಚಾತ್ಯ ಸಂಸ್ಕೃತಿಯ ಪ್ರಭಾವದಿಂದ ಇಂದು ನಮ್ಮ ಉಡುಪುಗಳು ಬದಲಾಗುತ್ತಿವೆ. ಹೀಗಾಗಿ ನಮ್ಮ ಜನಪದರ ಪ್ರಮುಖ ಕಾರ್ಯಕ್ಷೇತ್ರವಾದ ಬಟ್ಟೆ ಉದ್ಯಮ ಹಾಗೂ ಖಾದಿಯನ್ನು ಪ್ರೋತ್ಸಾಹಿಸುವ ಸಲುವಾಗಿ ಮಾರ್ಚ್ 6 ರಂದು ಭಾರತದಲ್ಲಿ ಈ ದಿನವನ್ನು ಆಚರಿಸಲಾಗುತ್ತದೆ. ಫ್ಯಾಷನ್ ಲೋಕವನ್ನು ನಮ್ಮ ಕಣ್ಣ ಮುಂದೆ ಬಿಚ್ಚಿಡುವ ಈ ದಿನ ಫ್ಯಾಷನ್ ಡಿಸೈನರ್ ಅಲ್ ಲೌರೆನ್ ಅವರ ನೆನಪಿನಲ್ಲಿ 2016ರ ಅಕ್ಟೋಬರ್‌ನಲ್ಲಿ ನ್ಯಾಷನಲ್ ಕ್ಯಾಲೆಂಡರ್ [1030,565,1262,810]
namo-col-2: ಹೆಸರು. ಈ ಪವಿತ್ರ ಪುಣ್ಯಕ್ಷೇತ್ರದಲ್ಲಿ ಭಕ್ತರ ಸಕಲ ಇಷ್ಟಾರ್ಥಗಳನ್ನು ಈಡೇರಿಸುವ ಕಲಿಯುಗದ ಕಾಮಧೇನು ಗುರುರಾಘವೇಂದ್ರರು ಸಹಜ ಬೃಂದಾವನಸ್ಥರಾಗಿದ್ದಾರೆ. ಗುರುರಾಯರ ಬೃಂದಾವನ ಕ್ಷೇತ್ರ ಮಂತ್ರಾಲಯ. ತುಂಗಭದ್ರಾ ನದಿಯ ದಡದಲ್ಲಿರುವ ಈ ಕ್ಷೇತ್ರಕ್ಕೆ ದೇಶ ವಿದೇಶಗಳಿಂದ ಲಕ್ಷಾಂತರ ಭಕ್ತರು ಆಗಮಿಸುತ್ತಾರೆ. ಗುರುಸಾರ್ವಭೌಮರಾದ ರಾಘವೇಂದ್ರ ಸ್ವಾಮಿಗಳು ಕ್ರಿ.ಶ. 1595 ಮನ್ಮಥನಾಮ ಸಂವತ್ಸರ ಫಾಲ್ಗುಣ ಶುದ್ಧ ಸಪ್ತಮಿ ಗುರುವಾರ, ತಮಿಳುನಾಡಿನ ಭುವನಗಿರಿಯಲ್ಲಿ ತಿಮ್ಮಣ್ಣ ಭಟ್ಟ ಹಾಗೂ ಗೋಪಮ್ಮ ದಂಪತಿಗಳಿಗೆ ಜನಿಸಿದರು. ಇವರ ಪೂರ್ವಾಶ್ರಮದ ಹೆಸರು ವೆಂಕಟನಾಥ. ವೆಂಕಟನಾಥರು ಬಾಲ್ಯದಿಂದಲೇ ಅಪಾರ ಪ್ರತಿಭಾವಂತರಾಗಿದ್ದರು. ಶ್ರೀ ಸುಧೀಂದ್ರ ತೀರ್ಥರ ಬಳಿ ವಿದ್ಯಾಭ್ಯಾಸ ಮಾಡಿ ಮಹಾ ಪಂಡಿತರಾದರು. ಬ್ರಹ್ಮಚರ್ಯ ಜೀವನದ ನಂತರ ಸರಸ್ವತಿ ಎಂಬ ಕನ್ಯೆಯನ್ನು ವಿವಾಹವಾದರು. [686,1629,930,1892]
namo-col-3 [941,1539,1197,2248]
weekday: ಗುರುವಾರ [1318,38,1386,62]
swamiji-photo-image [1156,887,1511,1091]
namo-teaching-5: ಸುಜ್ಞಾನ ಎಂಬುದು ಎಲ್ಲಾ ಪವಾಡಗಳಿಗಿಂತ ಮಿಗಿಲು. [941,1758,1197,1777]
uncle-shyam-photo [58,136,250,508]
protest-col-2: 15 ಕಿ.ಮೀ ವ್ಯಾಪ್ತಿಗೆ ಮೀರಿದ ವಿತರಣೆ ತಕ್ಷಣ ಸ್ಥಗಿತಗೊಳಿಸಬೇಕು: ಹಳೆಯ ನಗರ ವಿತರಕರು, ನಿಯಮ ಉಲ್ಲಂಘಿಸಿ, 50–70 ಕಿ.ಮೀ ವ್ಯಾಪ್ತಿಯಲ್ಲಿ ಗ್ಯಾಸ್ ವಿತರಣೆ ಮಾಡುತ್ತಿದ್ದಾರೆ. ಗ್ರಾಮೀಣ ವಿತರಕರ ಹಕ್ಕುಗಳಿಗೆ ಧಕ್ಕೆ ಉಂಟುಮಾಡಿದೆ. ಹಳೆಯ ವಿತರಕರು ಮಾಡುತ್ತಿರುವ ಅಕ್ರಮ [631,1366,834,1495]
portrait-image [58,136,250,508]
namo-teaching-3: ಕಲಿಯುಗದಲ್ಲಿ ಒಂದು ನಿಮಿಷವೂ ವ್ಯರ್ಥ ಮಾಡದೇ ಹರಿಯನ್ನು ಸ್ಮರಿಸಬೇಕು. [941,1674,1197,1712]
namo-section [35,1513,1511,2257]
rayaru-photo [46,1527,389,2248]
dress-day-title-1: ನ್ಯಾಷನಲ್ [499,603,601,640]
email-address: indusanje@gmail.com [378,80,611,104]
lead-col-4 [1032,194,1264,531]
footer-line-1: INDU SANJE, KANNADA DAILY EVENING PAPER , Editor, Printer, Publisher and owned by, Ajit Sagar. N. No. 1297, 14/2, 24th Main Road,KHB Colony, Govindarajanagar, Bangalore - 560 079. [123,2296,1422,2312]
maitreyi-box [41,551,388,1515]
lead-col-4-text: ಹೀಗೆ ಅವಿರತವಾಗಿ ನಡೆಯುವ ಇವರ ಕಾರ್ಯಕ್ರಮಗಳು ತಂಡದ ಸದೃಢ ಸಾಧನೆಗಳನ್ನು ನಿರಂತರ ಚಟುವಟಿಕೆಗಳನ್ನು ಬಿಂಬಿಸುತ್ತವೆ. ಈ ತಂಡದ ಪ್ರಮುಖ ನಾಟಕಗಳು – ಹುತ್ತದಲ್ಲಿ ಹುತ್ತ, ಮಹಾಯಾತ್ರೆ, ಶಾಂಭವಿಗಿರಿಜೆ, ಉತ್ತರ ಧ್ರುವದಿಂ ದಕ್ಷಿಣ ಧ್ರುವಕ್ಕೂ, ದರ್ಮಾಧಿಕಾರಿ, ಹೋಂ ರೂಲ್, ಹಸೀರಂಗ 360 ಇನ್ನೂ ಹಲವಾರು. ಇವರು ರಚಿಸಿದ ನಾಟಕಗಳು ಪ್ರಖ್ಯಾತಿ ಹೊಂದಿದ್ದು, ಅಮೃತಸಂಭ್ರಮ ಬಿಜ್ಜರ, ಇವರು ಅನೇಕ ನಾಟಕಗಳನ್ನು ನಿರ್ದೇಶಿಸಿದ್ದಾರೆ. ಪ್ರಮುಖ ನಾಟಕ ಸ್ಪರ್ಧೆಗಳ ತೀರ್ಪುಗಾರರ ಸ್ಥಾನ ನಿಭಾಯಿಸಿದ ಅನುಭವವೂ ಇವರಿಗಿದೆ. [1032,219,1264,406]
headline-part-3: ಯುವ ಚೇತನ; [776,137,1001,187]
lead-divider-4 [1272,194,1274,531]
protest-headline [400,1168,1511,1215]
swamiji-photo [1156,887,1511,1091]
lead-col-5 [1281,194,1511,531]
award-photo-image [400,887,1145,1091]
namo-teaching-2: ಸಮಾಜಕ್ಕೆ ಒಳಿತಾಗುವಂತೆ ಮಾಡುವುದೇ ನಿಜವಾದ ದೇವರ ಪೂಜೆ. [941,1632,1197,1670]
